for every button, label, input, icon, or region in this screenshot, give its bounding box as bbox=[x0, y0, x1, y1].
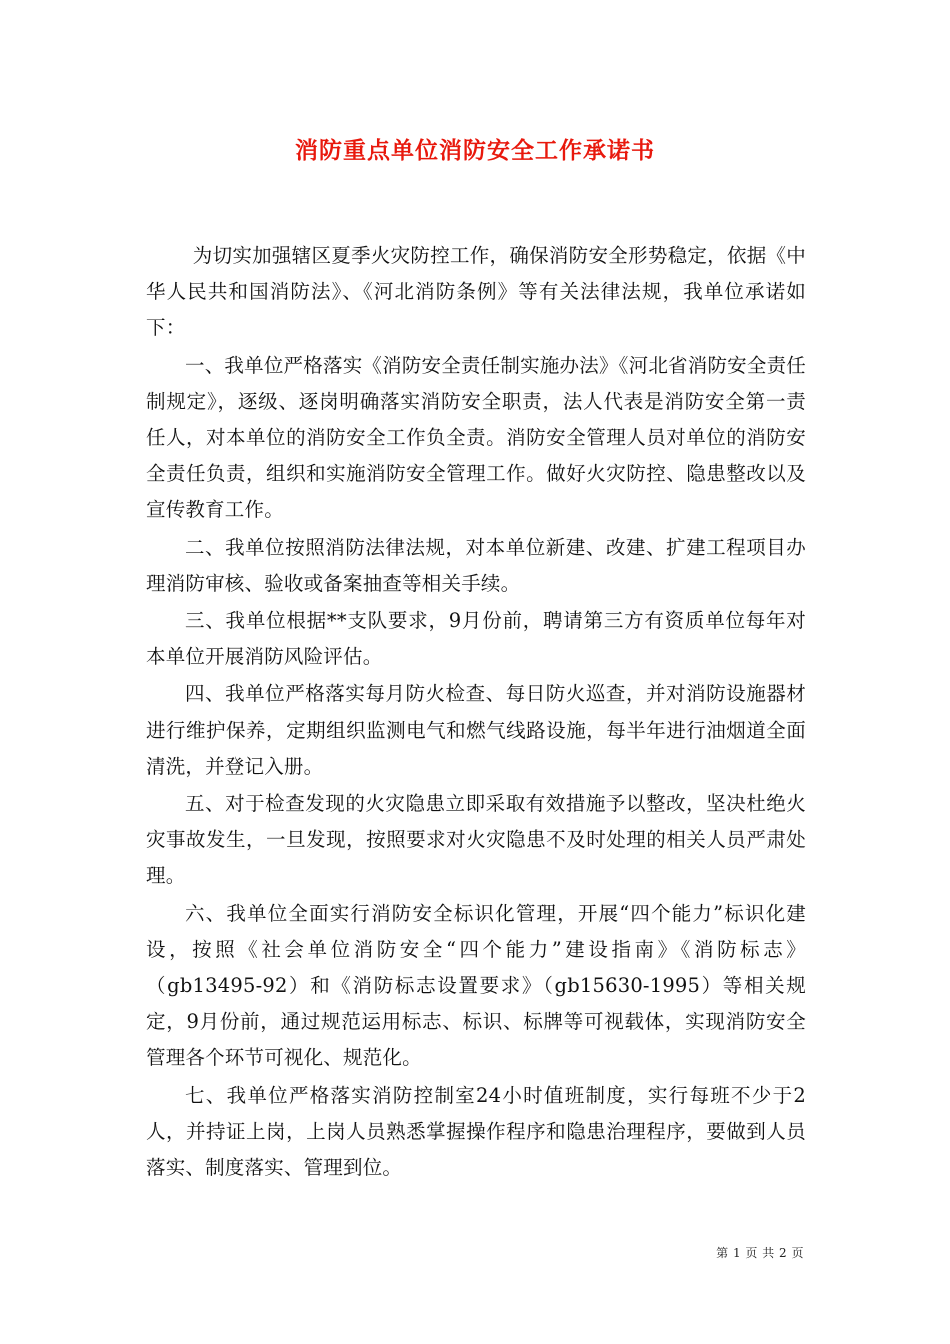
clause-6-paragraph: 六、我单位全面实行消防安全标识化管理，开展“四个能力”标识化建设，按照《社会单位消防安全“四个能力”建设指南》《消防标志》（gb13495-92）和《消防标志设置要求》（gb15630-1995）等相关规定，9月份前，通过规范运用标志、标识、标牌等可视载体，实现消防安全管理各个环节可视化、规范化。 bbox=[146, 901, 806, 1070]
clause-1-paragraph: 一、我单位严格落实《消防安全责任制实施办法》《河北省消防安全责任制规定》，逐级、逐岗明确落实消防安全职责，法人代表是消防安全第一责任人，对本单位的消防安全工作负全责。消防安全管理人员对单位的消防安全责任负责，组织和实施消防安全管理工作。做好火灾防控、隐患整改以及宣传教育工作。 bbox=[146, 353, 806, 522]
page-number: 第 1 页 共 2 页 bbox=[716, 1246, 804, 1260]
clause-2-paragraph: 二、我单位按照消防法律法规，对本单位新建、改建、扩建工程项目办理消防审核、验收或备案抽查等相关手续。 bbox=[146, 535, 806, 595]
intro-paragraph: 为切实加强辖区夏季火灾防控工作，确保消防安全形势稳定，依据《中华人民共和国消防法》、《河北消防条例》等有关法律法规，我单位承诺如下： bbox=[146, 244, 806, 340]
document-body bbox=[146, 238, 806, 1186]
clause-7-paragraph: 七、我单位严格落实消防控制室24小时值班制度，实行每班不少于2人，并持证上岗，上岗人员熟悉掌握操作程序和隐患治理程序，要做到人员落实、制度落实、管理到位。 bbox=[146, 1083, 806, 1180]
clause-4-paragraph: 四、我单位严格落实每月防火检查、每日防火巡查，并对消防设施器材进行维护保养，定期组织监测电气和燃气线路设施，每半年进行油烟道全面清洗，并登记入册。 bbox=[146, 682, 806, 778]
document-title: 消防重点单位消防安全工作承诺书 bbox=[295, 137, 655, 164]
clause-5-paragraph: 五、对于检查发现的火灾隐患立即采取有效措施予以整改，坚决杜绝火灾事故发生，一旦发现，按照要求对火灾隐患不及时处理的相关人员严肃处理。 bbox=[146, 792, 806, 888]
clause-3-paragraph: 三、我单位根据**支队要求，9月份前，聘请第三方有资质单位每年对本单位开展消防风险评估。 bbox=[146, 609, 806, 669]
